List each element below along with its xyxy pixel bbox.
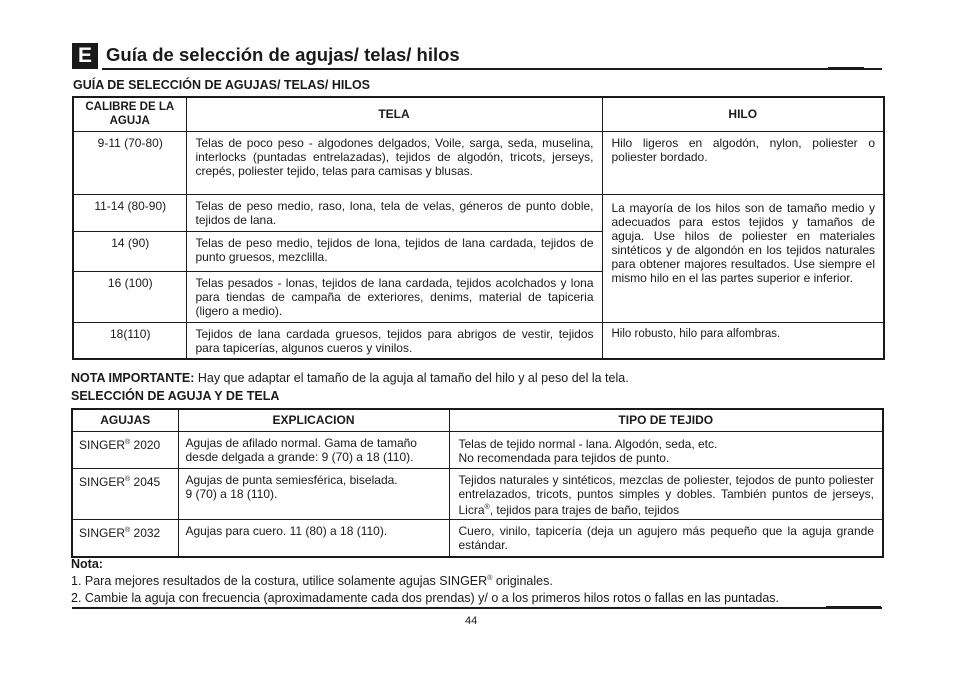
explicacion-cell: Agujas de afilado normal. Gama de tamaño desde delgada a grande: 9 (70) a 18 (110). [178,431,449,468]
page-number: 44 [465,615,478,627]
tipo-cell: Telas de tejido normal - lana. Algodón, seda, etc. No recomendada para tejidos de punto. [449,431,883,468]
header-hilo: HILO [602,97,884,131]
header-tipo: TIPO DE TEJIDO [449,409,883,431]
header-rule [102,68,882,70]
footer-rule-accent [826,606,881,609]
explicacion-cell: Agujas para cuero. 11 (80) a 18 (110). [178,519,449,557]
language-badge: E [72,43,98,69]
calibre-cell: 14 (90) [73,231,186,271]
explicacion-cell: Agujas de punta semiesférica, biselada. 9 (70) a 18 (110). [178,468,449,519]
header-calibre: CALIBRE DE LA AGUJA [73,97,186,131]
page-title: Guía de selección de agujas/ telas/ hilos [106,44,460,65]
tipo-cell: Cuero, vinilo, tapicería (deja un agujero más pequeño que la aguja grande estándar. [449,519,883,557]
header-explicacion: EXPLICACION [178,409,449,431]
page-header [72,43,882,71]
tela-cell: Telas de peso medio, tejidos de lona, tejidos de lana cardada, tejidos de punto gruesos, mezclilla. [186,231,602,271]
important-note-label: NOTA IMPORTANTE: [71,371,195,385]
footer-rule [72,607,882,609]
tipo-cell: Tejidos naturales y sintéticos, mezclas de poliester, tejodos de punto poliester entrelazados, tricots, puntos simples y dobles. También puntos de jerseys, Licra®, tejidos para trajes de baño, tejidos [449,468,883,519]
calibre-cell: 16 (100) [73,271,186,322]
hilo-cell: Hilo robusto, hilo para alfombras. [602,322,884,359]
nota-item-2: 2. Cambie la aguja con frecuencia (aproximadamente cada dos prendas) y/ o a los primeros hilos rotos o fallas en las puntadas. [71,591,780,605]
needle-fabric-thread-table [72,96,885,360]
table1-title: GUÍA DE SELECCIÓN DE AGUJAS/ TELAS/ HILOS [73,78,371,92]
hilo-shared-cell: La mayoría de los hilos son de tamaño medio y adecuados para estos tejidos y tamaños de aguja. Use hilos de poliester en materiales sintéticos y de algondón en los tejidos naturales para obtener majores resultados. Use siempre el mismo hilo en el las partes superior e inferior. [602,194,884,322]
calibre-cell: 18(110) [73,322,186,359]
header-tela: TELA [186,97,602,131]
table-row [73,322,884,359]
hilo-cell: Hilo ligeros en algodón, nylon, poliester o poliester bordado. [602,131,884,194]
tela-cell: Telas pesados - lonas, tejidos de lana cardada, tejidos acolchados y lona para tiendas de campaña de exteriores, denims, material de tapiceria (ligero a medio). [186,271,602,322]
table-row [73,194,884,231]
calibre-cell: 11-14 (80-90) [73,194,186,231]
nota-item-1: 1. Para mejores resultados de la costura, utilice solamente agujas SINGER® originales. [71,574,553,588]
tela-cell: Telas de poco peso - algodones delgados, Voile, sarga, seda, muselina, interlocks (puntadas entrelazadas), tejidos de algodón, tricots, jerseys, crepés, poliester tejido, telas para camisas y blusas. [186,131,602,194]
important-note-text: Hay que adaptar el tamaño de la aguja al tamaño del hilo y al peso del la tela. [194,371,629,385]
table-row [72,431,883,468]
header-agujas: AGUJAS [72,409,178,431]
nota-label: Nota: [71,557,103,571]
important-note [71,371,629,385]
header-rule-accent [828,67,864,70]
table-row [72,468,883,519]
calibre-cell: 9-11 (70-80) [73,131,186,194]
table-row [73,131,884,194]
table-row [72,519,883,557]
needle-model-cell: SINGER® 2045 [72,468,178,519]
needle-selection-table [71,408,884,558]
tela-cell: Telas de peso medio, raso, lona, tela de velas, géneros de punto doble, tejidos de lana. [186,194,602,231]
needle-model-cell: SINGER® 2032 [72,519,178,557]
tela-cell: Tejidos de lana cardada gruesos, tejidos para abrigos de vestir, tejidos para tapicerías, algunos cueros y vinilos. [186,322,602,359]
needle-model-cell: SINGER® 2020 [72,431,178,468]
table2-title: SELECCIÓN DE AGUJA Y DE TELA [71,389,280,403]
